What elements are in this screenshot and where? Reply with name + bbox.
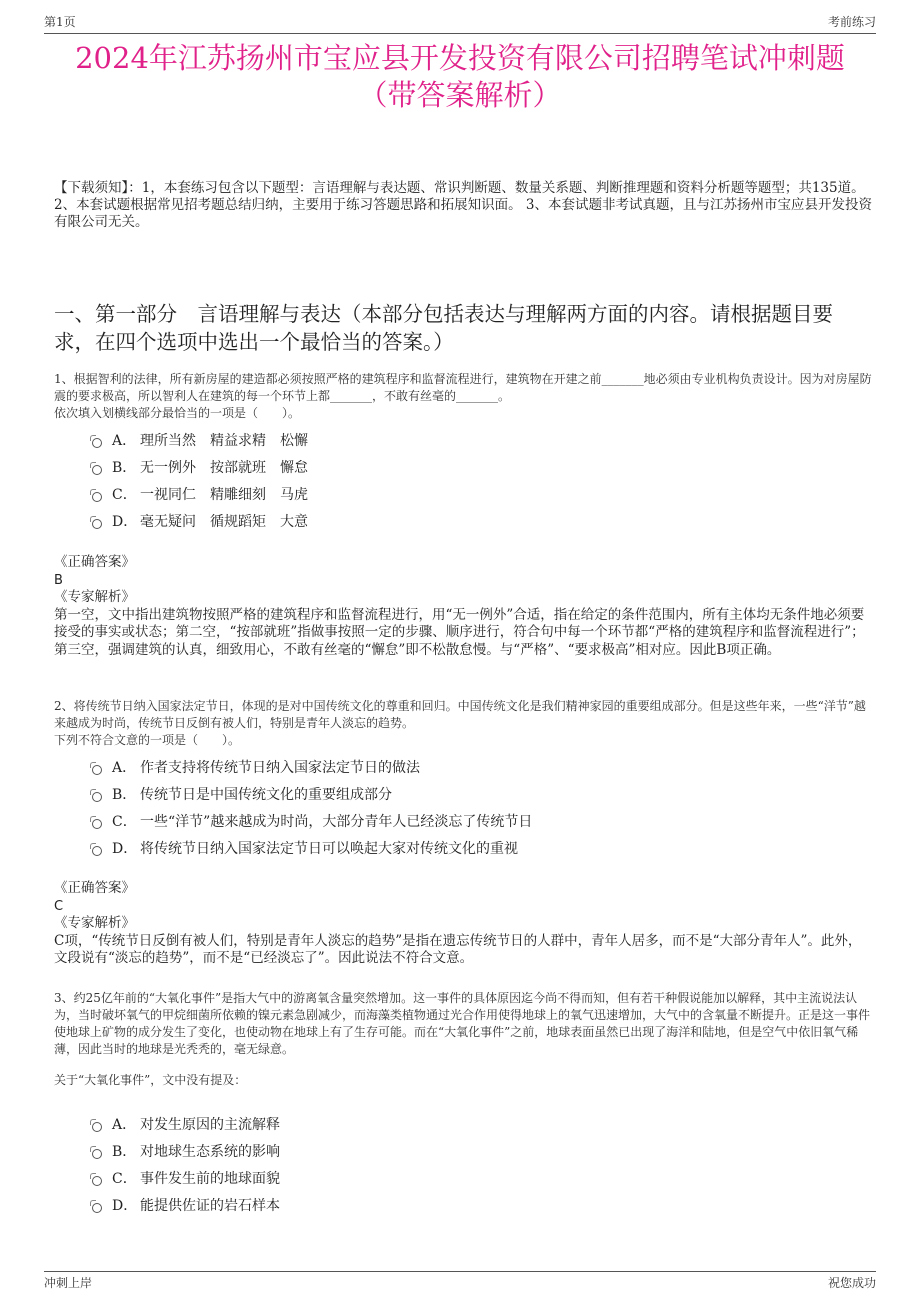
- option-text: 毫无疑问 循规蹈矩 大意: [140, 513, 308, 530]
- option-b[interactable]: B． 无一例外 按部就班 懈怠: [92, 453, 792, 480]
- question-stem: 2、将传统节日纳入国家法定节日，体现的是对中国传统文化的尊重和回归。中国传统文化是我们精神家园的重要组成部分。但是这些年来，一些“洋节”越来越成为时尚，传统节日反倒有被人们，特别是青年人淡忘的趋势。: [54, 699, 866, 730]
- explanation-text: 第一空，文中指出建筑物按照严格的建筑程序和监督流程进行，用“无一例外”合适，指在给定的条件范围内，所有主体均无条件地必须要接受的事实或状态；第二空，“按部就班”指做事按照一定的步骤、顺序进行，符合句中每一个环节都“严格的建筑程序和监督流程进行”；第三空，强调建筑的认真，细致用心，不敢有丝毫的“懈怠”即不松散怠慢。与“严格”、“要求极高”相对应。因此B项正确。: [54, 606, 865, 658]
- radio-icon[interactable]: [92, 1149, 102, 1159]
- option-a[interactable]: A． 作者支持将传统节日纳入国家法定节日的做法: [92, 753, 792, 780]
- question-prompt: 依次填入划横线部分最恰当的一项是（ ）。: [54, 406, 301, 420]
- radio-icon[interactable]: [92, 1176, 102, 1186]
- question-3-options: [92, 1110, 792, 1218]
- page-footer: [44, 1271, 876, 1291]
- expert-label: 《专家解析》: [54, 915, 135, 931]
- option-text: 将传统节日纳入国家法定节日可以唤起大家对传统文化的重视: [140, 840, 518, 857]
- question-2-stem: [54, 698, 872, 749]
- option-text: 事件发生前的地球面貌: [140, 1170, 280, 1187]
- answer-label: 《正确答案》: [54, 880, 135, 896]
- explanation-text: C项，“传统节日反倒有被人们，特别是青年人淡忘的趋势”是指在遗忘传统节日的人群中，青年人居多，而不是“大部分青年人”。此外，文段说有“淡忘的趋势”，而不是“已经淡忘了”。因此说法不符合文意。: [54, 932, 862, 966]
- page-header: [44, 13, 876, 34]
- radio-icon[interactable]: [92, 765, 102, 775]
- question-1-stem: [54, 371, 872, 422]
- radio-icon[interactable]: [92, 438, 102, 448]
- option-d[interactable]: D． 能提供佐证的岩石样本: [92, 1191, 792, 1218]
- option-text: 传统节日是中国传统文化的重要组成部分: [140, 786, 392, 803]
- radio-icon[interactable]: [92, 846, 102, 856]
- option-text: 对地球生态系统的影响: [140, 1143, 280, 1160]
- download-notice: 【下载须知】：1，本套练习包含以下题型：言语理解与表达题、常识判断题、数量关系题、判断推理题和资料分析题等题型；共135道。 2、本套试题根据常见招考题总结归纳，主要用于练习答题思路和拓展知识面。 3、本套试题非考试真题，且与江苏扬州市宝应县开发投资有限公司无关。: [54, 180, 872, 230]
- option-text: 对发生原因的主流解释: [140, 1116, 280, 1133]
- radio-icon[interactable]: [92, 1122, 102, 1132]
- footer-right: 祝您成功: [827, 1276, 876, 1290]
- page-number: 第1页: [44, 15, 76, 29]
- option-a[interactable]: A． 理所当然 精益求精 松懈: [92, 426, 792, 453]
- question-prompt: 下列不符合文意的一项是（ ）。: [54, 733, 241, 747]
- question-prompt: 关于“大氧化事件”，文中没有提及：: [54, 1073, 247, 1087]
- option-text: 一些“洋节”越来越成为时尚，大部分青年人已经淡忘了传统节日: [140, 813, 533, 830]
- question-stem: 1、根据智利的法律，所有新房屋的建造都必须按照严格的建筑程序和监督流程进行，建筑物在开建之前_______地必须由专业机构负责设计。因为对房屋防震的要求极高，所以智利人在建筑的每一个环节上都_______，不敢有丝毫的_______。: [54, 372, 872, 403]
- option-text: 无一例外 按部就班 懈怠: [140, 459, 308, 476]
- option-text: 作者支持将传统节日纳入国家法定节日的做法: [140, 759, 420, 776]
- option-b[interactable]: B． 对地球生态系统的影响: [92, 1137, 792, 1164]
- radio-icon[interactable]: [92, 792, 102, 802]
- answer-label: 《正确答案》: [54, 554, 135, 570]
- option-d[interactable]: D． 毫无疑问 循规蹈矩 大意: [92, 507, 792, 534]
- answer-value: B: [54, 572, 63, 588]
- radio-icon[interactable]: [92, 465, 102, 475]
- document-title: [44, 40, 876, 114]
- title-line-1: 2024年江苏扬州市宝应县开发投资有限公司招聘笔试冲刺题: [75, 41, 845, 75]
- answer-value: C: [54, 898, 64, 914]
- header-tag: 考前练习: [827, 15, 876, 29]
- title-line-2: （带答案解析）: [358, 78, 562, 112]
- question-1-options: [92, 426, 792, 534]
- question-2-answer: [54, 880, 872, 968]
- option-c[interactable]: C． 一些“洋节”越来越成为时尚，大部分青年人已经淡忘了传统节日: [92, 807, 792, 834]
- option-text: 能提供佐证的岩石样本: [140, 1197, 280, 1214]
- option-a[interactable]: A． 对发生原因的主流解释: [92, 1110, 792, 1137]
- option-d[interactable]: D． 将传统节日纳入国家法定节日可以唤起大家对传统文化的重视: [92, 834, 792, 861]
- option-text: 一视同仁 精雕细刻 马虎: [140, 486, 308, 503]
- radio-icon[interactable]: [92, 1203, 102, 1213]
- footer-left: 冲刺上岸: [44, 1276, 93, 1290]
- question-stem: 3、约25亿年前的“大氧化事件”是指大气中的游离氧含量突然增加。这一事件的具体原因迄今尚不得而知，但有若干种假说能加以解释，其中主流说法认为，当时破坏氧气的甲烷细菌所依赖的镍元素急剧减少，而海藻类植物通过光合作用使得地球上的氧气迅速增加，大气中的含氧量不断提升。正是这一事件使地球上矿物的成分发生了变化，也使动物在地球上有了生存可能。而在“大氧化事件”之前，地球表面虽然已出现了海洋和陆地，但是空气中依旧氧气稀薄，因此当时的地球是光秃秃的，毫无绿意。: [54, 991, 871, 1056]
- option-c[interactable]: C． 事件发生前的地球面貌: [92, 1164, 792, 1191]
- radio-icon[interactable]: [92, 492, 102, 502]
- expert-label: 《专家解析》: [54, 589, 135, 605]
- section-heading: 一、第一部分 言语理解与表达（本部分包括表达与理解两方面的内容。请根据题目要求，在四个选项中选出一个最恰当的答案。）: [54, 302, 833, 354]
- question-3-stem: [54, 990, 872, 1089]
- option-b[interactable]: B． 传统节日是中国传统文化的重要组成部分: [92, 780, 792, 807]
- radio-icon[interactable]: [92, 519, 102, 529]
- question-2-options: [92, 753, 792, 861]
- question-1-answer: [54, 554, 872, 659]
- option-text: 理所当然 精益求精 松懈: [140, 432, 308, 449]
- radio-icon[interactable]: [92, 819, 102, 829]
- option-c[interactable]: C． 一视同仁 精雕细刻 马虎: [92, 480, 792, 507]
